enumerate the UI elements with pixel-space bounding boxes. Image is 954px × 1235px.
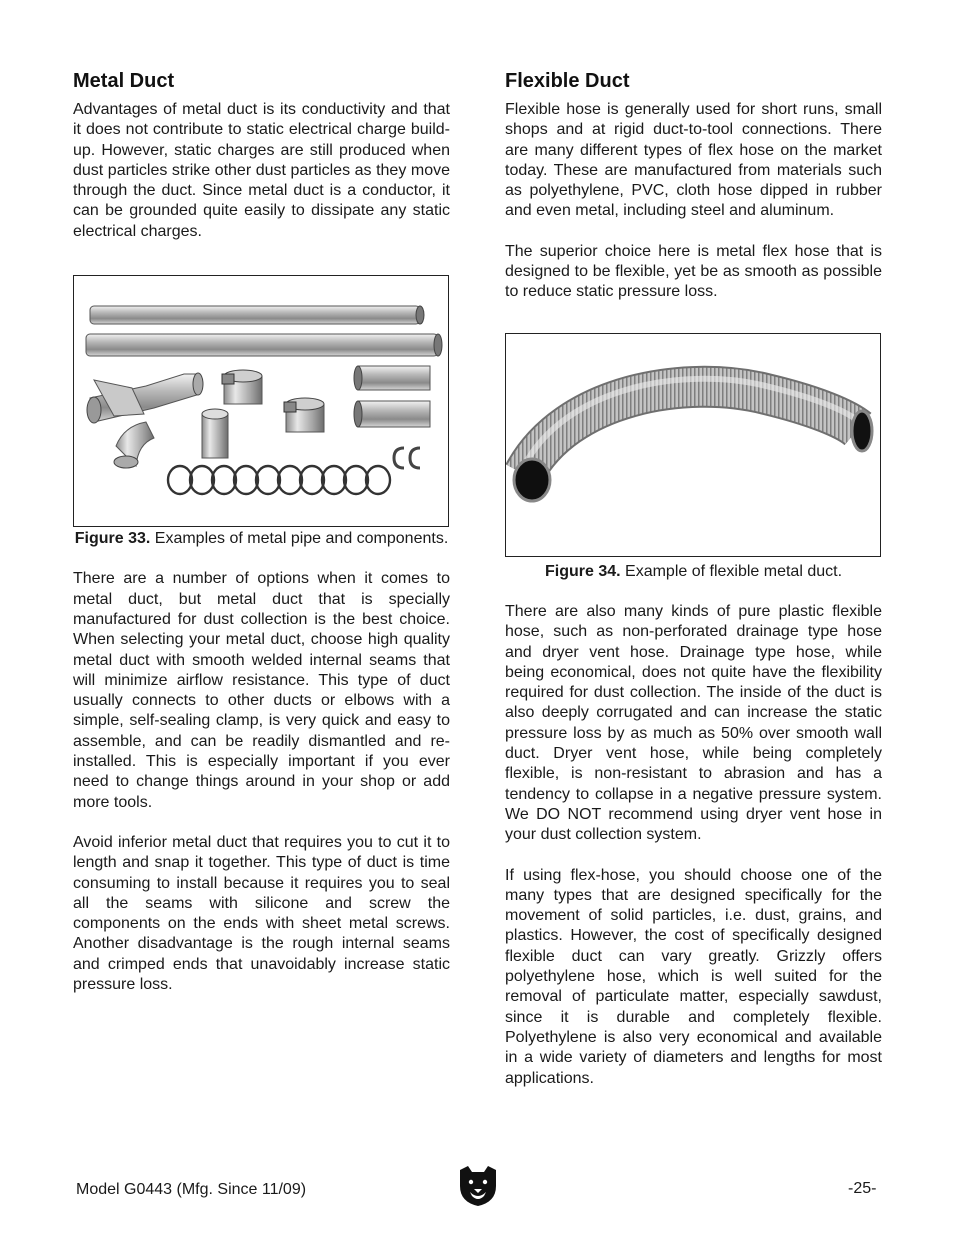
metal-duct-paragraph-2: There are a number of options when it comes to metal duct, but metal duct that is specially manufactured for dust collection is the best choice. When selecting your metal duct, choose high quality metal duct with smooth welded internal seams that will minimize airflow resistance. This type of duct usually connects to other ducts or elbows with a simple, self-sealing clamp, is very quick and easy to assemble, and can be readily dismantled and re-installed. This is especially important if you ever need to change things around in your shop or add more tools. — [73, 570, 450, 811]
figure-33-caption-text: Examples of metal pipe and components. — [154, 530, 449, 548]
flexible-duct-paragraph-1: Flexible hose is generally used for short runs, small shops and at rigid duct-to-tool connections. There are many different types of flex hose on the market today. These are manufactured from materials such as polyethylene, PVC, cloth hose dipped in rubber and even metal, including steel and aluminum. — [505, 101, 882, 220]
flexible-metal-duct-illustration — [506, 334, 879, 555]
figure-33-label: Figure 33. — [74, 530, 151, 548]
figure-34-caption — [505, 562, 882, 582]
figure-33-caption — [73, 529, 450, 549]
page-number: -25- — [848, 1180, 877, 1197]
figure-33-image — [73, 275, 449, 527]
metal-pipe-components-illustration — [74, 276, 447, 525]
grizzly-bear-icon — [456, 1164, 500, 1208]
figure-34-image — [505, 333, 881, 557]
figure-34-label: Figure 34. — [544, 562, 621, 580]
flexible-duct-paragraph-4: If using flex-hose, you should choose one of the many types that are designed specifically for the movement of solid particles, i.e. dust, grains, and plastics. However, the cost of specifically designed flexible duct can vary greatly. Grizzly offers polyethylene hose, which is well suited for the removal of particulate matter, especially sawdust, since it is durable and completely flexible. Polyethylene is also very economical and available in a wide variety of diameters and lengths for most applications. — [505, 866, 882, 1087]
figure-34-caption-text: Example of flexible metal duct. — [625, 562, 843, 580]
metal-duct-paragraph-3: Avoid inferior metal duct that requires you to cut it to length and snap it together. This type of duct is time consuming to install because it requires you to seal all the seams with silicone and screw the components on the ends with sheet metal screws. Another disadvantage is the rough internal seams and crimped ends that unavoidably increase static pressure loss. — [73, 833, 450, 994]
left-column — [73, 68, 450, 995]
flexible-duct-paragraph-2: The superior choice here is metal flex hose that is designed to be flexible, yet be as smooth as possible to reduce static pressure loss. — [505, 242, 882, 301]
right-column — [505, 68, 882, 1089]
flexible-duct-paragraph-3: There are also many kinds of pure plastic flexible hose, such as non-perforated drainage type hose and dryer vent hose. Drainage type hose, while being economical, does not quite have the flexibility required for dust collection. The inside of the duct is also deeply corrugated and can increase the static pressure loss by as much as 50% over smooth wall duct. Dryer vent hose, while being completely flexible, is non-resistant to abrasion and has a tendency to collapse in a negative pressure system. We DO NOT recommend using dryer vent hose in your dust collection system. — [505, 602, 882, 844]
footer-model: Model G0443 (Mfg. Since 11/09) — [76, 1181, 307, 1198]
flexible-duct-heading: Flexible Duct — [505, 70, 630, 92]
metal-duct-heading: Metal Duct — [73, 70, 175, 92]
metal-duct-paragraph-1: Advantages of metal duct is its conductivity and that it does not contribute to static electrical charge build-up. However, static charges are still produced when dust particles strike other dust particles as they move through the duct. Since metal duct is a conductor, it can be grounded quite easily to dissipate any static electrical charges. — [73, 101, 450, 240]
